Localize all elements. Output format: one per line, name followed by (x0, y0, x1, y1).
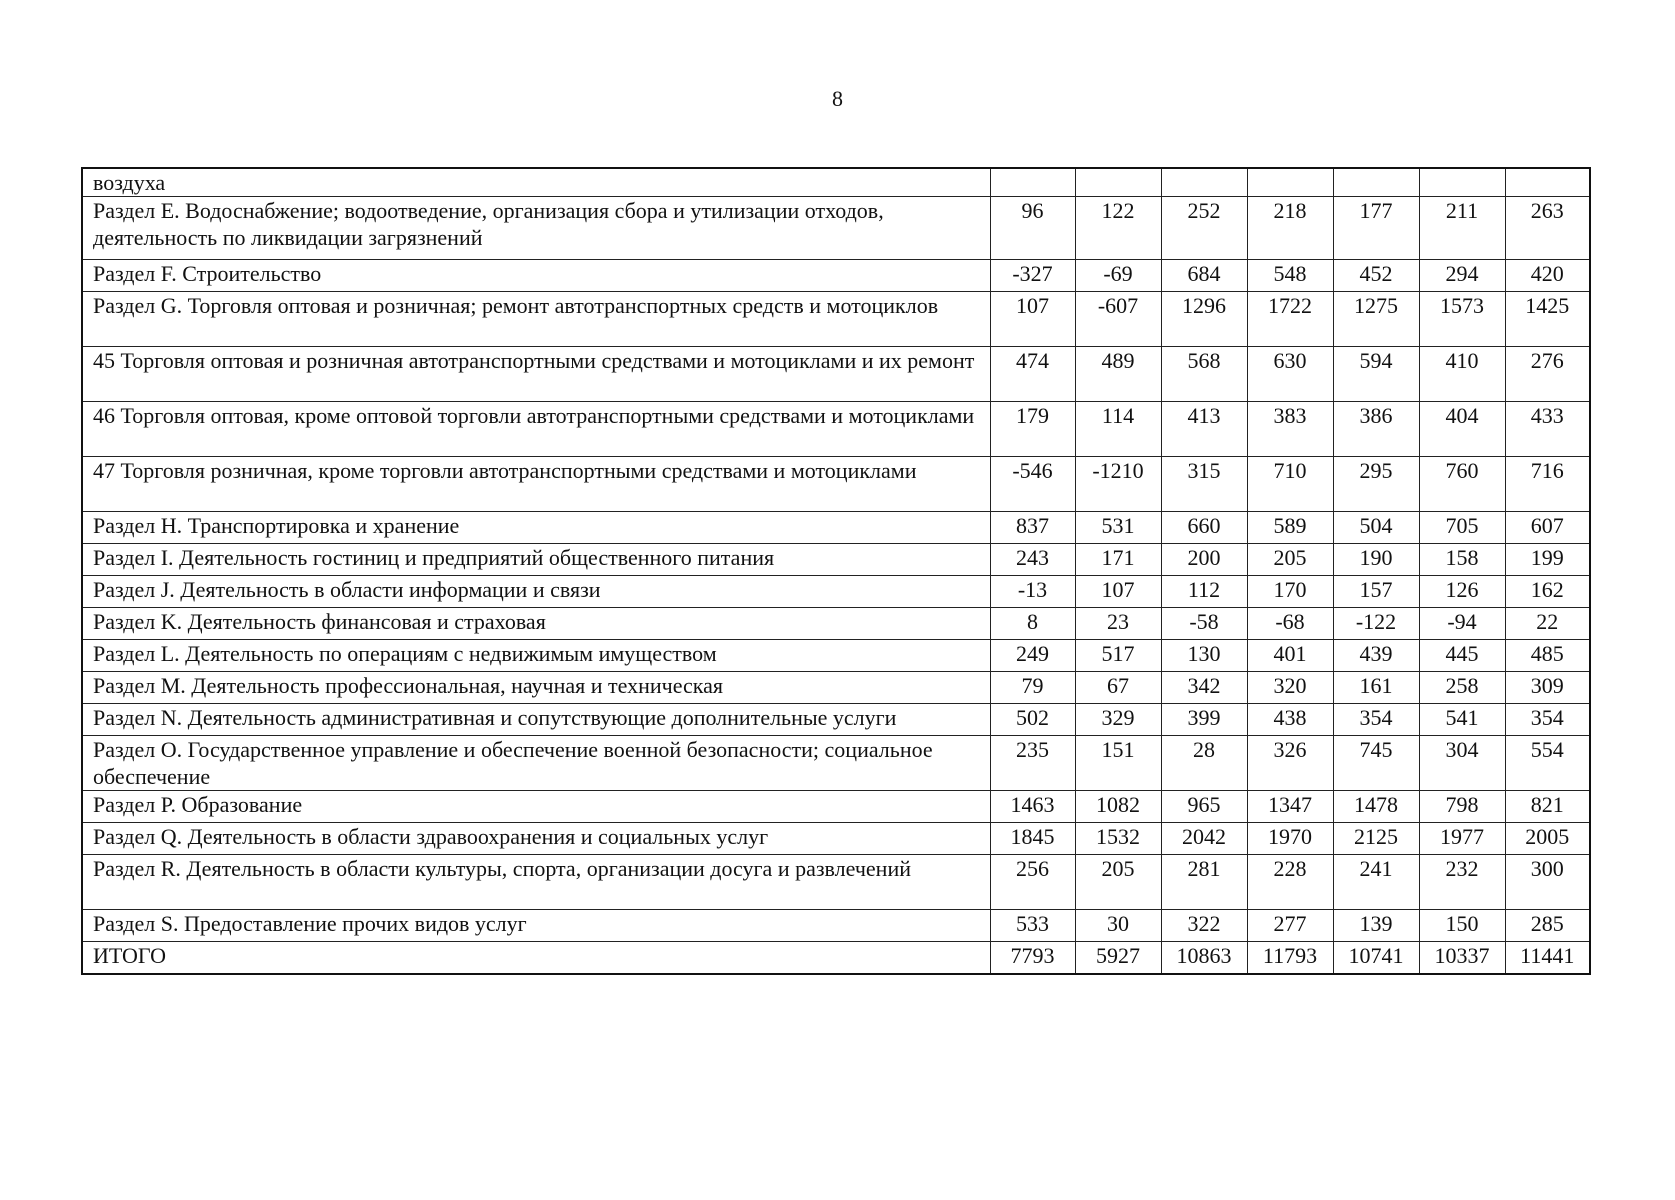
table-cell: 130 (1161, 640, 1247, 672)
table-cell: 821 (1505, 791, 1590, 823)
row-label: Раздел R. Деятельность в области культуры, спорта, организации досуга и развлечений (82, 855, 990, 910)
data-table (81, 167, 1591, 975)
table-cell: 309 (1505, 672, 1590, 704)
table-cell: 170 (1247, 576, 1333, 608)
table-row (82, 855, 1590, 910)
table-cell: 474 (990, 347, 1075, 402)
table-cell: 1425 (1505, 292, 1590, 347)
table-cell: 258 (1419, 672, 1505, 704)
table-cell (1075, 168, 1161, 197)
table-cell: 157 (1333, 576, 1419, 608)
table-cell: 5927 (1075, 942, 1161, 974)
table-row (82, 347, 1590, 402)
table-cell: -1210 (1075, 457, 1161, 512)
table-cell: 410 (1419, 347, 1505, 402)
table-cell: 8 (990, 608, 1075, 640)
table-cell: 107 (1075, 576, 1161, 608)
table-row (82, 457, 1590, 512)
table-cell: 716 (1505, 457, 1590, 512)
table-cell: 445 (1419, 640, 1505, 672)
table-cell: 1275 (1333, 292, 1419, 347)
table-cell: 684 (1161, 260, 1247, 292)
table-cell: 322 (1161, 910, 1247, 942)
table-cell: 401 (1247, 640, 1333, 672)
table-cell: 1573 (1419, 292, 1505, 347)
table-cell: 554 (1505, 736, 1590, 791)
table-cell: 190 (1333, 544, 1419, 576)
table-cell: 252 (1161, 197, 1247, 260)
row-label: Раздел F. Строительство (82, 260, 990, 292)
table-cell: -94 (1419, 608, 1505, 640)
table-cell: -327 (990, 260, 1075, 292)
table-cell: 232 (1419, 855, 1505, 910)
table-cell: -69 (1075, 260, 1161, 292)
table-cell: 589 (1247, 512, 1333, 544)
table-row (82, 608, 1590, 640)
table-cell: -68 (1247, 608, 1333, 640)
table-cell: 594 (1333, 347, 1419, 402)
table-cell: 158 (1419, 544, 1505, 576)
table-cell: 630 (1247, 347, 1333, 402)
table-cell: 710 (1247, 457, 1333, 512)
table-cell: 304 (1419, 736, 1505, 791)
table-cell: 326 (1247, 736, 1333, 791)
table-cell: 399 (1161, 704, 1247, 736)
table-cell: 489 (1075, 347, 1161, 402)
table-row (82, 640, 1590, 672)
table-cell: 383 (1247, 402, 1333, 457)
table-cell: 660 (1161, 512, 1247, 544)
table-cell: -122 (1333, 608, 1419, 640)
table-cell: 745 (1333, 736, 1419, 791)
row-label: Раздел O. Государственное управление и обеспечение военной безопасности; социальное обеспечение (82, 736, 990, 791)
table-cell: 439 (1333, 640, 1419, 672)
table-cell: 11793 (1247, 942, 1333, 974)
row-label: Раздел M. Деятельность профессиональная, научная и техническая (82, 672, 990, 704)
row-label: Раздел P. Образование (82, 791, 990, 823)
table-cell: 228 (1247, 855, 1333, 910)
table-cell: 2042 (1161, 823, 1247, 855)
table-cell: 705 (1419, 512, 1505, 544)
table-cell: 126 (1419, 576, 1505, 608)
table-cell: 541 (1419, 704, 1505, 736)
table-cell: 205 (1075, 855, 1161, 910)
table-cell: 235 (990, 736, 1075, 791)
row-label: Раздел S. Предоставление прочих видов услуг (82, 910, 990, 942)
row-label: Раздел J. Деятельность в области информации и связи (82, 576, 990, 608)
table-cell: 420 (1505, 260, 1590, 292)
row-label: 46 Торговля оптовая, кроме оптовой торговли автотранспортными средствами и мотоциклами (82, 402, 990, 457)
table-cell: 760 (1419, 457, 1505, 512)
table-row (82, 576, 1590, 608)
table-cell: 276 (1505, 347, 1590, 402)
table-cell (1505, 168, 1590, 197)
table-cell: -546 (990, 457, 1075, 512)
table-row (82, 704, 1590, 736)
table-cell: 256 (990, 855, 1075, 910)
table-cell: 438 (1247, 704, 1333, 736)
row-label: Раздел N. Деятельность административная и сопутствующие дополнительные услуги (82, 704, 990, 736)
table-cell: 28 (1161, 736, 1247, 791)
table-cell: 1977 (1419, 823, 1505, 855)
table-row (82, 197, 1590, 260)
row-label: Раздел I. Деятельность гостиниц и предприятий общественного питания (82, 544, 990, 576)
table-cell: 7793 (990, 942, 1075, 974)
table-cell: 315 (1161, 457, 1247, 512)
table-row (82, 260, 1590, 292)
table-cell: 413 (1161, 402, 1247, 457)
table-cell: 10863 (1161, 942, 1247, 974)
table-cell: 112 (1161, 576, 1247, 608)
page-number: 8 (832, 86, 843, 111)
table-row (82, 544, 1590, 576)
table-row (82, 736, 1590, 791)
table-cell: 568 (1161, 347, 1247, 402)
table-cell: 548 (1247, 260, 1333, 292)
table-cell: 1970 (1247, 823, 1333, 855)
table-cell: 1463 (990, 791, 1075, 823)
table-cell: 23 (1075, 608, 1161, 640)
row-label: ИТОГО (82, 942, 990, 974)
table-cell: 607 (1505, 512, 1590, 544)
row-label: Раздел Q. Деятельность в области здравоохранения и социальных услуг (82, 823, 990, 855)
table-cell: 837 (990, 512, 1075, 544)
table-cell: -13 (990, 576, 1075, 608)
table-cell: 300 (1505, 855, 1590, 910)
table-cell: 2125 (1333, 823, 1419, 855)
table-cell: 1478 (1333, 791, 1419, 823)
table-row (82, 168, 1590, 197)
table-cell: 354 (1505, 704, 1590, 736)
table-cell (1247, 168, 1333, 197)
table-cell: 965 (1161, 791, 1247, 823)
table-cell: 1532 (1075, 823, 1161, 855)
table-cell: 249 (990, 640, 1075, 672)
table-cell: 22 (1505, 608, 1590, 640)
table-cell: 96 (990, 197, 1075, 260)
table-cell: -607 (1075, 292, 1161, 347)
table-cell: 243 (990, 544, 1075, 576)
table-cell: 139 (1333, 910, 1419, 942)
table-cell: 433 (1505, 402, 1590, 457)
table-cell: 452 (1333, 260, 1419, 292)
table-cell: 150 (1419, 910, 1505, 942)
row-label: 47 Торговля розничная, кроме торговли автотранспортными средствами и мотоциклами (82, 457, 990, 512)
table-cell: 1347 (1247, 791, 1333, 823)
table-cell: 404 (1419, 402, 1505, 457)
table-cell: 281 (1161, 855, 1247, 910)
table-cell: 200 (1161, 544, 1247, 576)
row-label: Раздел G. Торговля оптовая и розничная; ремонт автотранспортных средств и мотоциклов (82, 292, 990, 347)
table-cell: 285 (1505, 910, 1590, 942)
table-cell (1333, 168, 1419, 197)
table-cell: 10337 (1419, 942, 1505, 974)
row-label: Раздел H. Транспортировка и хранение (82, 512, 990, 544)
row-label: Раздел L. Деятельность по операциям с недвижимым имуществом (82, 640, 990, 672)
table-cell: 151 (1075, 736, 1161, 791)
table-cell: 114 (1075, 402, 1161, 457)
table-cell: 798 (1419, 791, 1505, 823)
table-cell: 205 (1247, 544, 1333, 576)
table-cell: 320 (1247, 672, 1333, 704)
table-cell: 2005 (1505, 823, 1590, 855)
table-row (82, 910, 1590, 942)
table-cell: 107 (990, 292, 1075, 347)
table-cell: 263 (1505, 197, 1590, 260)
table-cell: 1722 (1247, 292, 1333, 347)
table-cell: 1296 (1161, 292, 1247, 347)
table-cell: 502 (990, 704, 1075, 736)
table-cell: 162 (1505, 576, 1590, 608)
table-row (82, 791, 1590, 823)
table-cell: 11441 (1505, 942, 1590, 974)
row-label: воздуха (82, 168, 990, 197)
table-cell: 329 (1075, 704, 1161, 736)
table-cell: -58 (1161, 608, 1247, 640)
table-cell (1161, 168, 1247, 197)
table-cell: 199 (1505, 544, 1590, 576)
table-cell: 504 (1333, 512, 1419, 544)
table-cell: 531 (1075, 512, 1161, 544)
table-cell: 122 (1075, 197, 1161, 260)
table-cell: 67 (1075, 672, 1161, 704)
table-row (82, 672, 1590, 704)
row-label: Раздел E. Водоснабжение; водоотведение, организация сбора и утилизации отходов, деятельность по ликвидации загрязнений (82, 197, 990, 260)
table-cell: 277 (1247, 910, 1333, 942)
table-cell: 295 (1333, 457, 1419, 512)
table-row (82, 292, 1590, 347)
table-cell: 1845 (990, 823, 1075, 855)
table-cell: 294 (1419, 260, 1505, 292)
table-cell (1419, 168, 1505, 197)
table-cell: 218 (1247, 197, 1333, 260)
table-cell: 79 (990, 672, 1075, 704)
table-row (82, 823, 1590, 855)
table-cell: 241 (1333, 855, 1419, 910)
table-cell: 171 (1075, 544, 1161, 576)
table-cell: 177 (1333, 197, 1419, 260)
table-cell: 533 (990, 910, 1075, 942)
table-cell: 211 (1419, 197, 1505, 260)
table-cell: 485 (1505, 640, 1590, 672)
row-label: Раздел K. Деятельность финансовая и страховая (82, 608, 990, 640)
row-label: 45 Торговля оптовая и розничная автотранспортными средствами и мотоциклами и их ремонт (82, 347, 990, 402)
table-cell: 354 (1333, 704, 1419, 736)
table-cell: 161 (1333, 672, 1419, 704)
table-cell: 517 (1075, 640, 1161, 672)
table-row (82, 512, 1590, 544)
table-cell: 386 (1333, 402, 1419, 457)
table-row (82, 402, 1590, 457)
table-cell: 1082 (1075, 791, 1161, 823)
table-cell: 30 (1075, 910, 1161, 942)
table-cell: 179 (990, 402, 1075, 457)
table-row (82, 942, 1590, 974)
table-cell (990, 168, 1075, 197)
table-cell: 10741 (1333, 942, 1419, 974)
table-cell: 342 (1161, 672, 1247, 704)
